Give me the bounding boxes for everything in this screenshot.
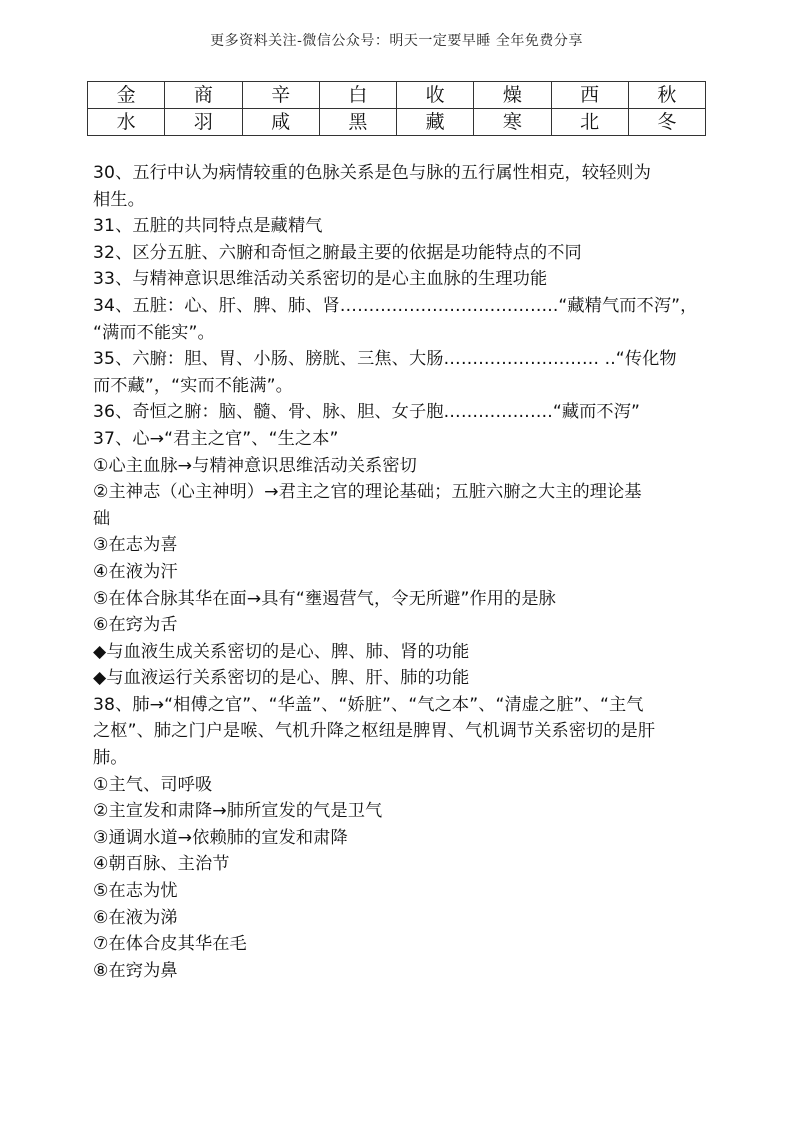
text-line: 之枢”、肺之门户是喉、气机升降之枢纽是脾胃、气机调节关系密切的是肝 <box>93 721 656 742</box>
table-cell: 秋 <box>628 82 705 109</box>
text-line: ①心主血脉→与精神意识思维活动关系密切 <box>93 455 417 476</box>
text-line: ⑥在液为涕 <box>93 907 178 928</box>
text-line: ②主神志（心主神明）→君主之官的理论基础；五脏六腑之大主的理论基 <box>93 482 642 503</box>
text-line: 础 <box>93 508 111 529</box>
document-body <box>93 160 707 984</box>
text-line: 35、六腑：胆、胃、小肠、膀胱、三焦、大肠……………………… ..“传化物 <box>93 349 677 370</box>
text-line: 36、奇恒之腑：脑、髓、骨、脉、胆、女子胞……………….“藏而不泻” <box>93 402 640 423</box>
text-line: ④朝百脉、主治节 <box>93 854 230 875</box>
text-line: ⑦在体合皮其华在毛 <box>93 934 247 955</box>
page-header: 更多资料关注-微信公众号：明天一定要早睡 全年免费分享 <box>210 33 583 49</box>
table-cell: 收 <box>397 82 474 109</box>
text-line: 33、与精神意识思维活动关系密切的是心主血脉的生理功能 <box>93 269 548 290</box>
table-cell: 燥 <box>474 82 551 109</box>
text-line: 而不藏”，“实而不能满”。 <box>93 375 293 396</box>
text-line: ②主宣发和肃降→肺所宣发的气是卫气 <box>93 801 383 822</box>
table-cell: 寒 <box>474 109 551 136</box>
text-line: 34、五脏：心、肝、脾、肺、肾………………………………..“藏精气而不泻”， <box>93 295 698 316</box>
table-cell: 西 <box>551 82 628 109</box>
table-cell: 藏 <box>397 109 474 136</box>
table-cell: 咸 <box>242 109 319 136</box>
text-line: ◆与血液运行关系密切的是心、脾、肝、肺的功能 <box>93 668 470 689</box>
text-line: 相生。 <box>93 189 145 210</box>
text-line: 32、区分五脏、六腑和奇恒之腑最主要的依据是功能特点的不同 <box>93 242 582 263</box>
table-cell: 商 <box>165 82 242 109</box>
text-line: ⑥在窍为舌 <box>93 615 178 636</box>
text-line: “满而不能实”。 <box>93 322 215 343</box>
text-line: ①主气、司呼吸 <box>93 774 213 795</box>
five-elements-table <box>87 81 706 136</box>
table-cell: 羽 <box>165 109 242 136</box>
table-cell: 水 <box>88 109 165 136</box>
text-line: ⑤在体合脉其华在面→具有“壅遏营气，令无所避”作用的是脉 <box>93 588 556 609</box>
text-line: ③在志为喜 <box>93 535 178 556</box>
table-cell: 黑 <box>319 109 396 136</box>
table-row <box>88 82 706 109</box>
text-line: ⑧在窍为鼻 <box>93 960 178 981</box>
text-line: ③通调水道→依赖肺的宣发和肃降 <box>93 827 348 848</box>
table-cell: 辛 <box>242 82 319 109</box>
table-row <box>88 109 706 136</box>
text-line: 30、五行中认为病情较重的色脉关系是色与脉的五行属性相克，较轻则为 <box>93 163 651 183</box>
text-line: ◆与血液生成关系密切的是心、脾、肺、肾的功能 <box>93 641 470 662</box>
table-cell: 金 <box>88 82 165 109</box>
text-line: ⑤在志为忧 <box>93 881 178 902</box>
table-cell: 北 <box>551 109 628 136</box>
text-line: 37、心→“君主之官”、“生之本” <box>93 428 339 449</box>
text-line: ④在液为汗 <box>93 561 178 582</box>
text-line: 肺。 <box>93 748 128 769</box>
table-cell: 白 <box>319 82 396 109</box>
text-line: 31、五脏的共同特点是藏精气 <box>93 216 323 237</box>
table-cell: 冬 <box>628 109 705 136</box>
text-line: 38、肺→“相傅之官”、“华盖”、“娇脏”、“气之本”、“清虚之脏”、“主气 <box>93 694 644 715</box>
